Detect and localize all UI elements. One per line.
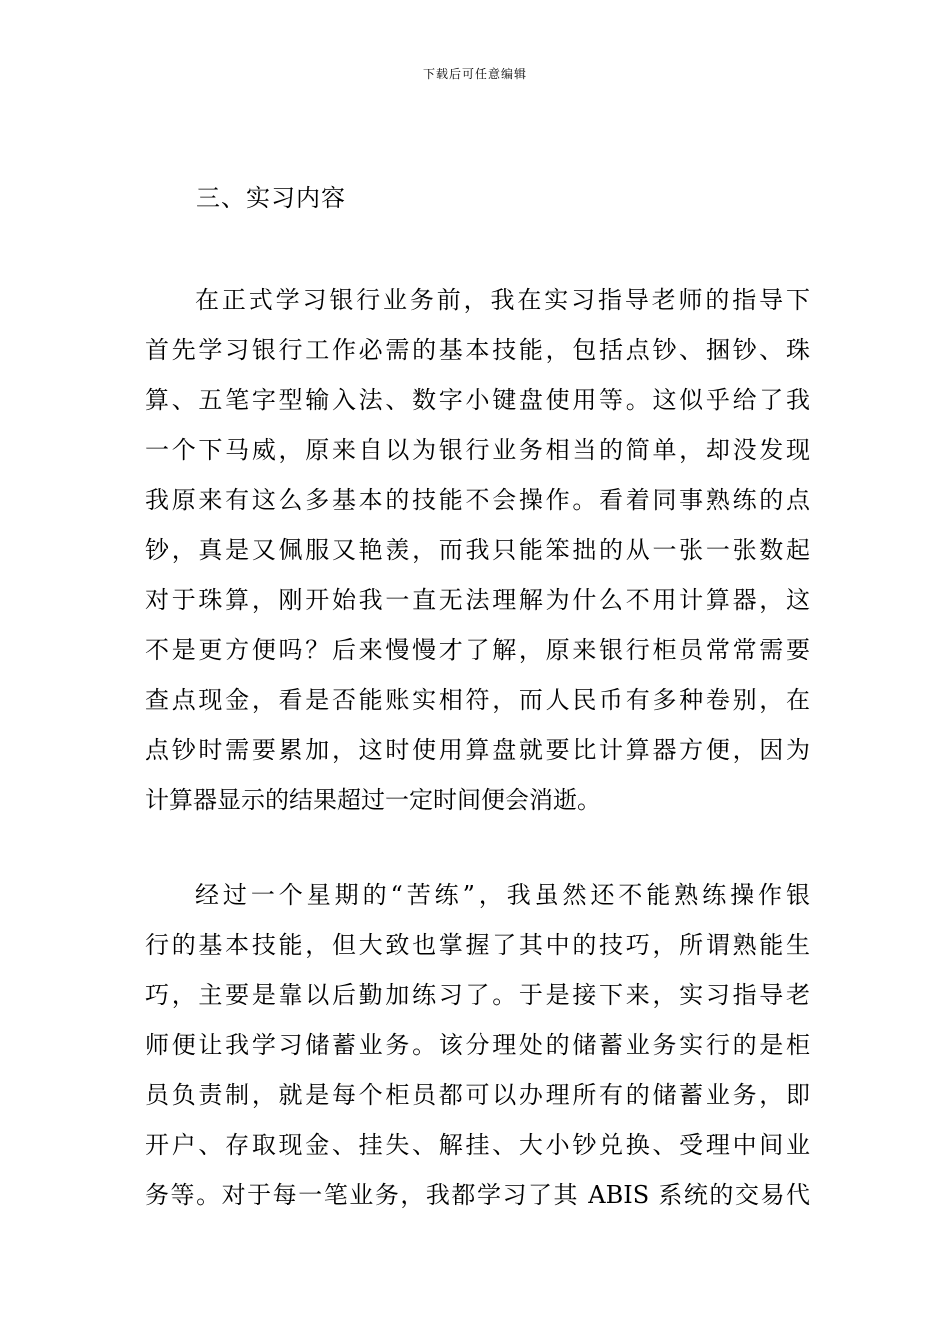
- paragraph-line: 首先学习银行工作必需的基本技能，包括点钞、捆钞、珠: [145, 336, 810, 364]
- paragraph-1: [145, 275, 810, 825]
- paragraph-line: 查点现金，看是否能账实相符，而人民币有多种卷别，在: [145, 686, 810, 714]
- paragraph-line: 务等。对于每一笔业务，我都学习了其 ABIS 系统的交易代: [145, 1181, 810, 1209]
- paragraph-line: 巧，主要是靠以后勤加练习了。于是接下来，实习指导老: [145, 981, 810, 1009]
- paragraph-line: 一个下马威，原来自以为银行业务相当的简单，却没发现: [145, 436, 810, 464]
- paragraph-line: 行的基本技能，但大致也掌握了其中的技巧，所谓熟能生: [145, 931, 810, 959]
- section-heading: 三、实习内容: [196, 184, 346, 212]
- paragraph-2: [145, 870, 810, 1220]
- paragraph-line: 我原来有这么多基本的技能不会操作。看着同事熟练的点: [145, 486, 810, 514]
- paragraph-line: 算、五笔字型输入法、数字小键盘使用等。这似乎给了我: [145, 386, 810, 414]
- paragraph-line: 钞，真是又佩服又艳羡，而我只能笨拙的从一张一张数起: [145, 536, 810, 564]
- paragraph-line: 不是更方便吗？后来慢慢才了解，原来银行柜员常常需要: [145, 636, 810, 664]
- paragraph-line: 对于珠算，刚开始我一直无法理解为什么不用计算器，这: [145, 586, 810, 614]
- paragraph-line: 计算器显示的结果超过一定时间便会消逝。: [145, 786, 601, 814]
- header-note: 下载后可任意编辑: [422, 67, 527, 81]
- paragraph-line: 师便让我学习储蓄业务。该分理处的储蓄业务实行的是柜: [145, 1031, 810, 1059]
- paragraph-line: 经过一个星期的“苦练”，我虽然还不能熟练操作银: [195, 881, 810, 909]
- paragraph-line: 在正式学习银行业务前，我在实习指导老师的指导下: [195, 286, 810, 314]
- paragraph-line: 员负责制，就是每个柜员都可以办理所有的储蓄业务，即: [145, 1081, 810, 1109]
- paragraph-line: 点钞时需要累加，这时使用算盘就要比计算器方便，因为: [145, 736, 810, 764]
- paragraph-line: 开户、存取现金、挂失、解挂、大小钞兑换、受理中间业: [145, 1131, 810, 1159]
